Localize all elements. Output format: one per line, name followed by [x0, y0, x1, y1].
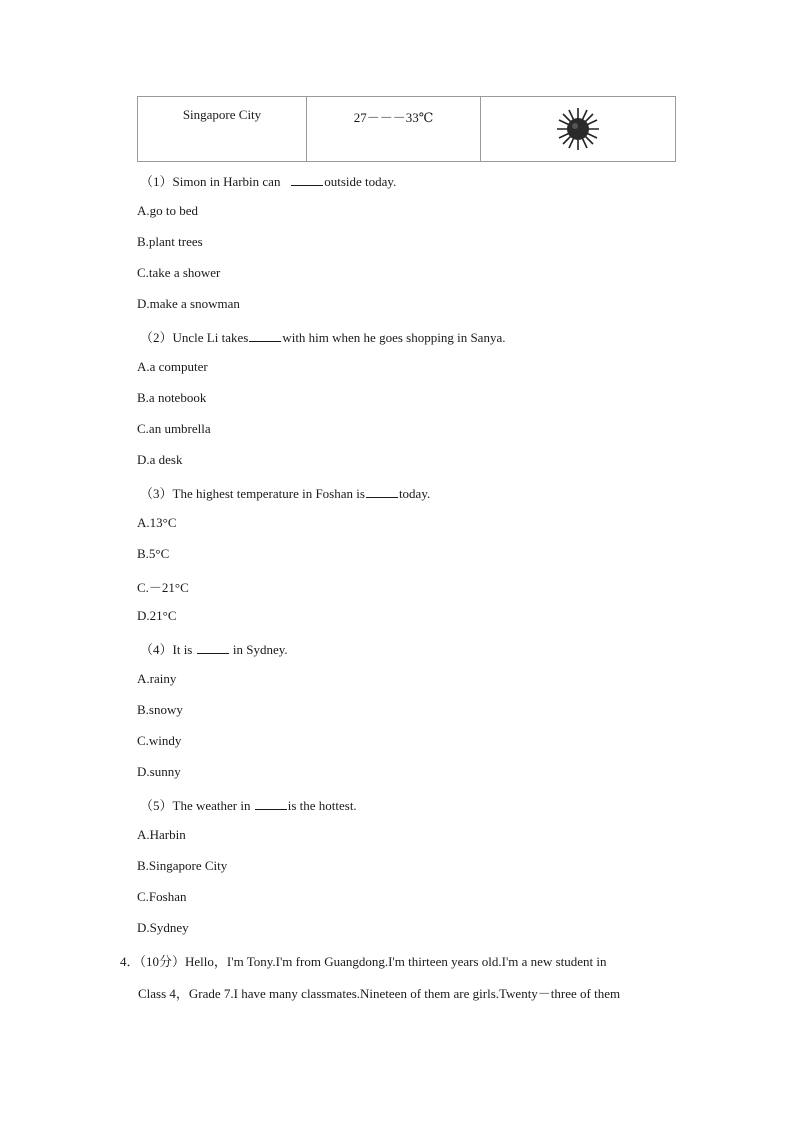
- option-1d: D.make a snowman: [137, 296, 240, 311]
- passage-line-1: 4．（10分）Hello，I'm Tony.I'm from Guangdong.I'm thirteen years old.I'm a new student in: [120, 954, 607, 969]
- option-5c: C.Foshan: [137, 889, 187, 904]
- passage-line-2: Class 4，Grade 7.I have many classmates.Nineteen of them are girls.Twenty－three of them: [138, 986, 621, 1001]
- answer-blank: [197, 643, 229, 654]
- option-5b: B.Singapore City: [137, 858, 228, 873]
- option-5d: D.Sydney: [137, 920, 189, 935]
- question-1: （1）Simon in Harbin can outside today.: [140, 174, 397, 189]
- option-3c: C.－21°C: [137, 580, 189, 595]
- option-3d: D.21°C: [137, 608, 177, 623]
- answer-blank: [291, 175, 323, 186]
- answer-blank: [255, 799, 287, 810]
- option-2a: A.a computer: [137, 359, 208, 374]
- answer-blank: [366, 487, 398, 498]
- option-4c: C.windy: [137, 733, 182, 748]
- option-4a: A.rainy: [137, 671, 177, 686]
- option-3a: A.13°C: [137, 515, 177, 530]
- option-4b: B.snowy: [137, 702, 183, 717]
- weather-table: [137, 96, 676, 162]
- option-1c: C.take a shower: [137, 265, 221, 280]
- option-3b: B.5°C: [137, 546, 170, 561]
- option-2b: B.a notebook: [137, 390, 207, 405]
- option-4d: D.sunny: [137, 764, 181, 779]
- sunny-icon: [555, 106, 601, 152]
- table-row: [138, 97, 676, 162]
- option-1b: B.plant trees: [137, 234, 203, 249]
- city-cell: Singapore City: [138, 97, 307, 162]
- option-5a: A.Harbin: [137, 827, 186, 842]
- question-5: （5）The weather in is the hottest.: [140, 798, 357, 813]
- temperature-cell: 27－－－33℃: [307, 97, 481, 162]
- weather-cell: [481, 97, 676, 162]
- answer-blank: [249, 331, 281, 342]
- option-1a: A.go to bed: [137, 203, 199, 218]
- question-3: （3）The highest temperature in Foshan is today.: [140, 486, 431, 501]
- option-2c: C.an umbrella: [137, 421, 211, 436]
- question-4: （4）It is in Sydney.: [140, 642, 288, 657]
- question-number: 4．（10分）: [120, 954, 186, 969]
- option-2d: D.a desk: [137, 452, 183, 467]
- question-2: （2）Uncle Li takes with him when he goes shopping in Sanya.: [140, 330, 506, 345]
